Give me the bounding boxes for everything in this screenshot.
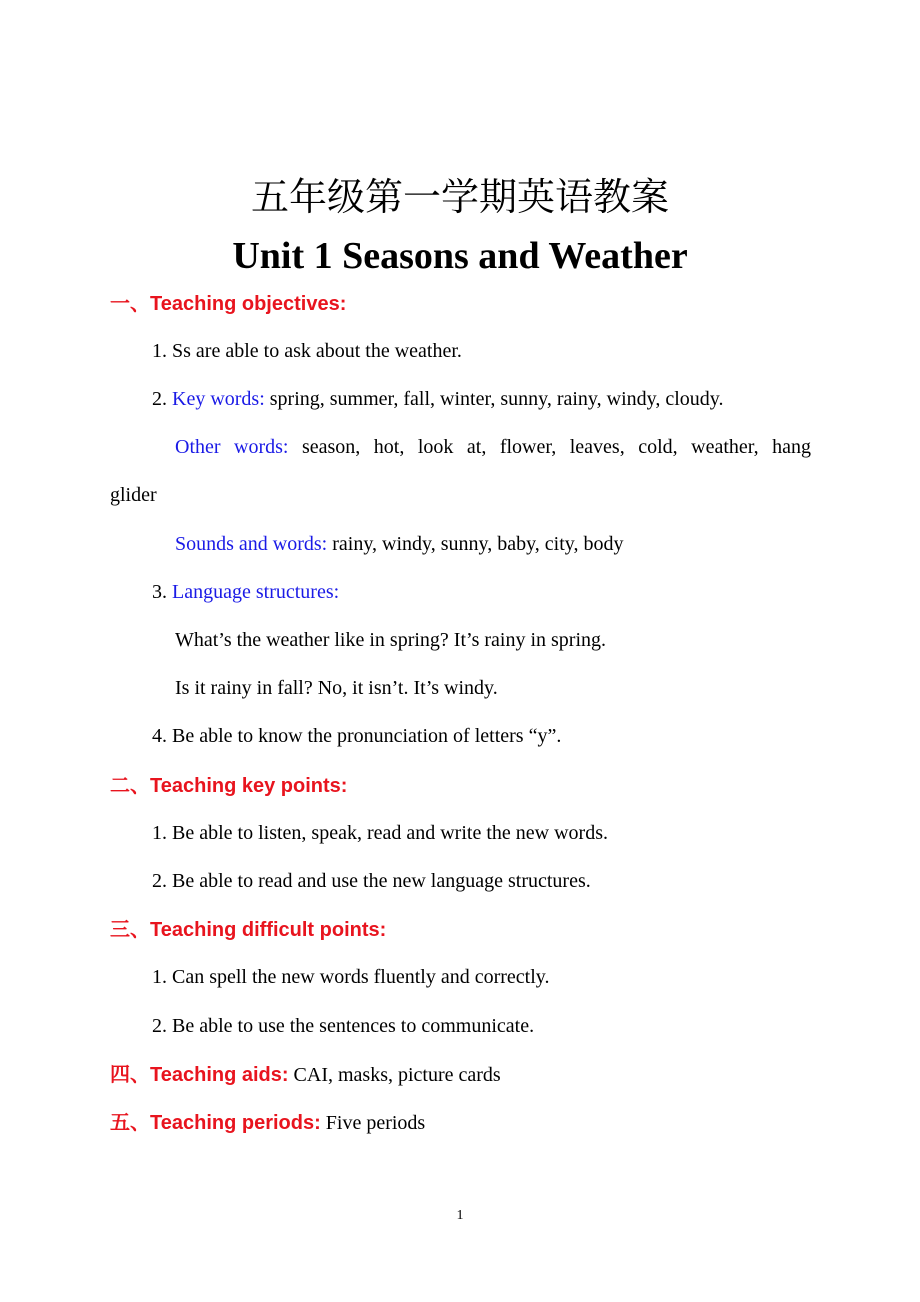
objective-item-2 bbox=[152, 385, 723, 413]
section-number: 一、 bbox=[110, 291, 150, 315]
section-number: 三、 bbox=[110, 917, 150, 941]
section-heading-periods bbox=[110, 1108, 425, 1137]
key-words-label: Key words: bbox=[172, 388, 265, 410]
structure-example-2: Is it rainy in fall? No, it isn’t. It’s windy. bbox=[175, 677, 498, 699]
section-heading-objectives bbox=[110, 289, 346, 318]
sounds-text: rainy, windy, sunny, baby, city, body bbox=[327, 533, 624, 555]
other-words-line bbox=[175, 433, 811, 461]
language-structures-label: Language structures: bbox=[172, 581, 340, 603]
other-words-continuation: glider bbox=[110, 484, 157, 506]
section-label: Teaching key points: bbox=[150, 775, 348, 797]
section-label: Teaching aids: bbox=[150, 1064, 289, 1086]
other-words-label: Other words: bbox=[175, 436, 289, 458]
section-number: 五、 bbox=[110, 1110, 150, 1134]
difficult-point-item-1: 1. Can spell the new words fluently and correctly. bbox=[152, 966, 550, 988]
section-label: Teaching difficult points: bbox=[150, 919, 387, 941]
section-number: 二、 bbox=[110, 773, 150, 797]
section-label: Teaching objectives: bbox=[150, 293, 347, 315]
section-heading-difficult-points bbox=[110, 915, 386, 944]
sounds-label: Sounds and words: bbox=[175, 533, 328, 555]
key-point-item-2: 2. Be able to read and use the new language structures. bbox=[152, 870, 591, 892]
section-number: 四、 bbox=[110, 1062, 150, 1086]
key-point-item-1: 1. Be able to listen, speak, read and write the new words. bbox=[152, 822, 608, 844]
section-heading-aids bbox=[110, 1060, 501, 1089]
page-title-chinese: 五年级第一学期英语教案 bbox=[250, 175, 669, 219]
objective-item-4: 4. Be able to know the pronunciation of letters “y”. bbox=[152, 725, 562, 747]
sounds-and-words-line bbox=[175, 530, 623, 558]
section-label: Teaching periods: bbox=[150, 1112, 321, 1134]
page-number: 1 bbox=[456, 1208, 464, 1223]
item-number: 3. bbox=[152, 581, 172, 603]
objective-item-1: 1. Ss are able to ask about the weather. bbox=[152, 340, 462, 362]
objective-item-3 bbox=[152, 578, 339, 606]
structure-example-1: What’s the weather like in spring? It’s rainy in spring. bbox=[175, 629, 607, 651]
aids-value: CAI, masks, picture cards bbox=[288, 1064, 501, 1086]
page-title-unit: Unit 1 Seasons and Weather bbox=[232, 235, 688, 277]
item-number: 2. bbox=[152, 388, 172, 410]
other-words-text: season, hot, look at, flower, leaves, cold, weather, hang bbox=[288, 436, 811, 458]
section-heading-key-points bbox=[110, 771, 347, 800]
key-words-text: spring, summer, fall, winter, sunny, rainy, windy, cloudy. bbox=[264, 388, 724, 410]
periods-value: Five periods bbox=[320, 1112, 426, 1134]
difficult-point-item-2: 2. Be able to use the sentences to communicate. bbox=[152, 1015, 535, 1037]
